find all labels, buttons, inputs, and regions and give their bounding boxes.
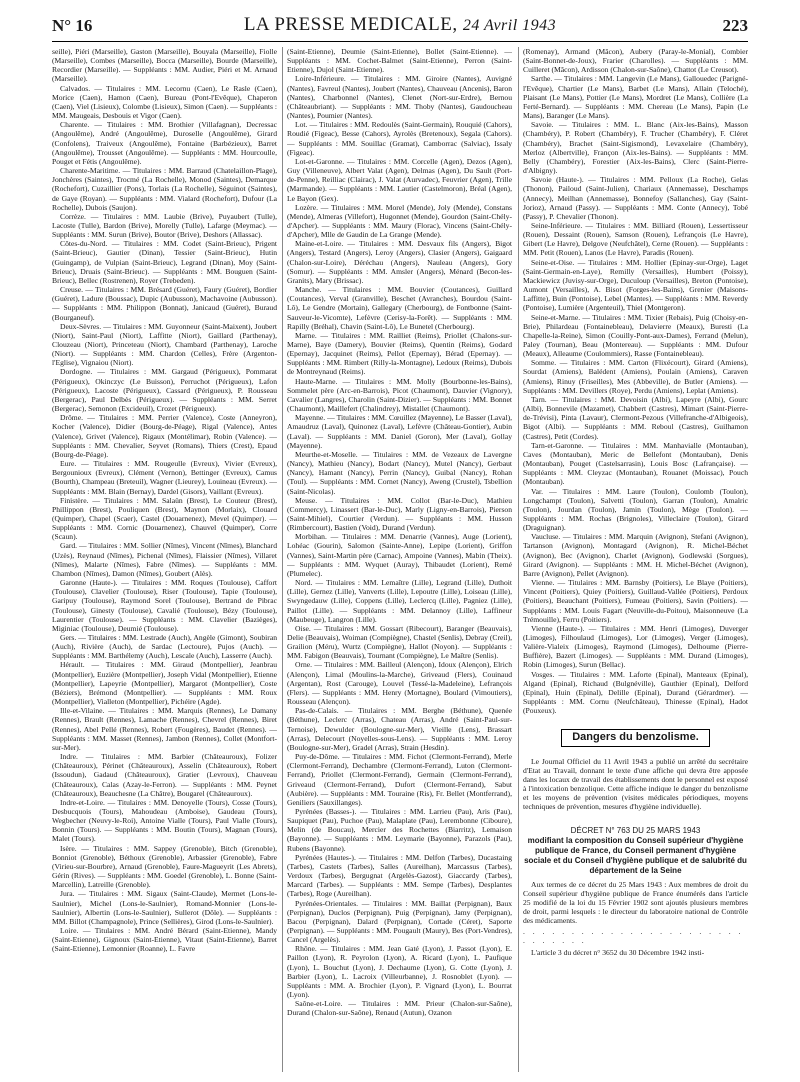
department-entry: (Romenay), Armand (Mâcon), Aubery (Paray-le-Monial), Combier (Saint-Bonnet-de-Joux), Frarier (Charolles). — Suppléants : MM. Cuilleret (Mâcon), Ardisson (Chalon-sur-Saône), Chattot (Le Creusot). [523,47,748,75]
department-entry: Manche. — Titulaires : MM. Bouvier (Coutances), Guillard (Coutances), Verval (Granville), Beschet (Avranches), Bourdou (Saint-Lô), Le Gendre (Mortain), Gallegary (Cherbourg), de Fontbonne (Saint-Sauveur-le-Vicomte), Lefèvre (Cerisy-la-Forêt). — Suppléants : MM. Rapilly (Bréhal), Chavin (Saint-Lô), Le Bunetel (Cherbourg). [287,285,512,331]
department-entry: Tarn-et-Garonne. — Titulaires : MM. Manhavialle (Montauban), Caves (Montauban), Meric de Bellefont (Montauban), Denis (Montauban), Pouget (Castelsarrasin), Louis Bosc (Lafrançaise). — Suppléants : MM. Cleyzac (Montauban), Rouanet (Moissac), Pouch (Montauban). [523,440,748,487]
department-entry: Lot. — Titulaires : MM. Redoulès (Saint-Germain), Rouquié (Cahors), Roudié (Figeac), Besse (Cahors), Ayrolès (Bretenoux), Segala (Cahors). — Suppléants : MM. Souillac (Gramat), Camborrac (Salviac), Issaly (Figeac). [287,120,512,157]
decree-ellipsis: . . . . . . . . . . . . . . . . . . . . . . . . . . . . . . [523,927,744,946]
department-entry: Pyrénées (Basses-). — Titulaires : MM. Larrieu (Pau), Aris (Pau), Saupiquet (Pau), Puchoe (Pau), Malaplate (Pau), Lerembonne (Ciboure), Melin (de Boucau), Mercier des Rochettes (Biarritz), Lemaison (Bayonne). — Suppléants : MM. Leymarie (Bayonne), Parazols (Pau), Rubens (Bayonne). [287,806,512,853]
department-entry: Hérault. — Titulaires : MM. Giraud (Montpellier), Jeanbrau (Montpellier), Euzière (Montpellier), Joseph Vidal (Montpellier), Etienne (Montpellier), Lapeyrie (Montpellier), Margarot (Montpellier), Coste (Béziers), Brémond (Montpellier). — Suppléants : MM. Roux (Montpellier), Vialleton (Montpellier), Pichéire (Agde). [52,660,277,707]
department-entry: Vosges. — Titulaires : MM. Laforte (Epinal), Manteaux (Epinal), Algand (Epinal), Richaud (Bulgnéville), Gauthier (Epinal), Delford (Epinal), Huin (Epinal), Delille (Epinal), Durand (Gérardmer). — Suppléants : MM. Cornu (Neufchâteau), Thinesse (Epinal), Hadot (Pouxeux). [523,669,748,716]
department-entry: Pyrénées-Orientales. — Titulaires : MM. Baillat (Perpignan), Baux (Perpignan), Duclos (Perpignan), Puig (Perpignan), Jamy (Perpignan), Bacou (Perpignan), Dalard (Perpignan), Cortade (Céret), Saporte (Perpignan). — Suppléants : MM. Pougault (Maury), Bes (Port-Vendres), Cancel (Argelès). [287,898,512,945]
department-entry: Loire-Inférieure. — Titulaires : MM. Giroire (Nantes), Auvigné (Nantes), Favreul (Nantes), Joubert (Nantes), Chauveau (Ancenis), Baron (Nantes), Charbonnel (Nantes), Clenet (Nort-sur-Erdre), Bernou (Châteaubriant). — Suppléants : MM. Thoby (Nantes), Gaudoucheau (Nantes), Poumier (Nantes). [287,74,512,121]
department-entry: Tarn. — Titulaires : MM. Devoisin (Albi), Lapeyre (Albi), Gourc (Albi), Bonnevile (Mazamet), Chabbert (Castres), Mimart (Saint-Pierre-de-Trévisi), Pinta (Lavaur), Clermont-Pezous (Villefranche-d'Albigeois), Bigot (Albi). — Suppléants : MM. Reboul (Castres), Guilhamon (Castres), Petit (Cordes). [523,394,748,441]
department-entry: Seine-et-Marne. — Titulaires : MM. Tixier (Rebais), Puig (Choisy-en-Brie), Philardeau (Fontainebleau), Delavierre (Meaux), Buresti (La Chapelle-la-Reine), Simon (Couilly-Pont-aux-Dames), Ferrand (Melun), Paley (Tournan), Beau (Montereau). — Suppléants : MM. Dufour (Meaux), Alleaume (Coulommiers), Rasse (Fontainebleau). [523,312,748,359]
department-entry: Marne. — Titulaires : MM. Railliet (Reims), Priollet (Chalons-sur-Marne), Baye (Damery), Bouvier (Reims), Quentin (Reims), Godard (Epernay), Jacquinet (Reims), Pellot (Epernay), Bérad (Epernay). — Suppléants : MM. Rimbert (Rilly-la-Montagne), Ledoux (Reims), Dubois de Montreynaud (Reims). [287,330,512,377]
department-entry: Vienne. — Titulaires : MM. Barnsby (Poitiers), Le Blaye (Poitiers), Vincent (Poitiers), Quiey (Poitiers), Guillaud-Vallée (Poitiers), Perdoux (Poitiers), Beauchant (Poitiers), Fumeau (Poitiers), Savin (Poitiers). — Suppléants : MM. Louis Fagart (Neuville-du-Poitou), Maisonneuve (La Trémouille), Ferru (Poitiers). [523,578,748,624]
department-entry: Savoie (Haute-). — Titulaires : MM. Pelloux (La Roche), Gelas (Thonon), Pailoud (Saint-Julien), Chariaux (Annemasse), Deschamps (Annecy), Meilhan (Annemasse), Bonnefoy (Sallanches), Gay (Saint-Jorioz), Arnaud (Passy). — Suppléants : MM. Conte (Annecy), Tobé (Passy), P. Chevalier (Thonon). [523,175,748,221]
department-entry: Ille-et-Vilaine. — Titulaires : MM. Marquis (Rennes), Le Damany (Rennes), Brault (Rennes), Lamache (Rennes), Chevrel (Rennes), Biret (Rennes), Abel Pellé (Rennes), Robert (Fougères), Baudet (Rennes). — Suppléants : MM. Masset (Rennes), Jambon (Rennes), Collet (Montfort-sur-Mer). [52,706,277,752]
decree-heading-block [523,826,748,876]
department-entry: seille), Piéri (Marseille), Gaston (Marseille), Bouyala (Marseille), Fiolle (Marseille), Combes (Marseille), Bocca (Marseille), Bourde (Marseille), Recordier (Marseille). — Suppléants : MM. Audier, Piéri et M. Arnaud (Marseille). [52,47,277,84]
department-entry: Nord. — Titulaires : MM. Lemaître (Lille), Legrand (Lille), Duthoit (Lille), Gernez (Lille), Vanverts (Lille), Lepoutre (Lille), Loiseau (Lille), Swyngedauw (Lille), Coppens (Lille), Leclercq (Lille), Pagniez (Lille), Paillot (Lille). — Suppléants : MM. Delannoy (Lille), Laffineur (Maubeuge), Langron (Lille). [287,578,512,624]
department-entry: Meurthe-et-Moselle. — Titulaires : MM. de Vezeaux de Lavergne (Nancy), Mathieu (Nancy), Bodart (Nancy), Mutel (Nancy), Gerbaut (Nancy), Hamant (Nancy), Perrin (Nancy), Guibal (Nancy), Rohan (Toul). — Suppléants : MM. Cornet (Nancy), Aweng (Crustel), Tsbellion (Saint-Nicolas). [287,449,512,496]
department-entry: Garonne (Haute-). — Titulaires : MM. Roques (Toulouse), Caffort (Toulouse), Clavelier (Toulouse), Riser (Toulouse), Tapie (Toulouse), Garipuy (Toulouse), Raymond Sorel (Toulouse), Bertrand de Pibrac (Toulouse), Ginesty (Toulouse), Cavalié (Toulouse), Bézy (Toulouse), Laurentier (Toulouse). — Suppléants : MM. Clavelier (Bazièges), Miginiac (Toulouse), Deumié (Toulouse). [52,578,277,633]
department-entry: Meuse. — Titulaires : MM. Collot (Bar-le-Duc), Mathieu (Commercy), Linassert (Bar-le-Duc), Marly (Ligny-en-Barrois), Pierson (Saint-Mihiel), Courtier (Verdun). — Suppléants : MM. Husson (Rimbercourt), Bastien (Void), Durand (Verdun). [287,495,512,533]
article-body: Le Journal Officiel du 11 Avril 1943 a publié un arrêté du secrétaire d'Etat au Travail, donnant le texte d'une affiche qui devra être apposée dans les locaux de travail des établissements dont le personnel est exposé à l'intoxication benzolique. Cette affiche indique le danger du benzolisme et les moyens de prévention (visites médicales périodiques, moyens techniques de prévention, mesures d'hygiène individuelle). [523,756,748,812]
journal-masthead [52,14,748,36]
department-entry: Orne. — Titulaires : MM. Bailleul (Alençon), Idoux (Alençon), Elrich (Alençon), Limal (Moulins-la-Marche), Griveaud (Flers), Couinaud (Argentan), Rost (Carouge), Louvel (Tessé-la-Madeleine), Lefrançois (Flers). — Suppléants : MM. Henry (Mortagne), Boulard (Vimoutiers), Rousseau (Alençon). [287,660,512,707]
issue-date: 24 Avril 1943 [462,17,557,34]
department-entry: Dordogne. — Titulaires : MM. Gargaud (Périgueux), Pommarat (Périgueux), Okinczyc (Le Buisson), Perruchot (Périgueux), Lafon (Périgueux), Lacoste (Périgueux), Cassard (Périgueux), P. Rousseau (Bergerac), Paul Delbès (Périgueux). — Suppléants : MM. Serret (Bergerac), Semonon (Excideuil), Crozet (Périgueux). [52,367,277,414]
department-entry: Charente-Maritime. — Titulaires : MM. Barraud (Chatelaillon-Plage), Jonchères (Saintes), Trocmé (La Rochelle), Monod (Saintes), Demarque (Rochefort), Cuzaillier (Pons), Torlais (La Rochelle), Séguinot (Saintes), de Gaye (Royan). — Suppléants : MM. Vialard (Rochefort), Dufour (La Rochelle), Dubois (Saujon). [52,166,277,212]
department-entry: Charente. — Titulaires : MM. Brothier (Villafagnan), Decressac (Angoulême), André (Angoulême), Duroselle (Angoulême), Girard (Confolens), Traiveux (Angoulême), Fontaine (Barbézieux), Barret (Angoulême), Trousset (Angoulême). — Suppléants : MM. Hourcoulle, Pouget et Fétis (Angoulême). [52,120,277,166]
department-entry: Eure. — Titulaires : MM. Rougeulle (Evreux), Vivier (Evreux), Bergounioux (Evreux), Clément (Vernon), Bettinger (Evreux), Camus (Bourth), Champeau (Breteuil), Wagner (Lieurey), Louineau (Evreux). — Suppléants : MM. Blain (Bernay), Dardel (Gisors), Vaillant (Evreux). [52,459,277,496]
department-entry: Var. — Titulaires : MM. Laure (Toulon), Coulomb (Toulon), Longchampt (Toulon), Salvetti (Toulon), Garran (Toulon), Amalric (Toulon), Jourdan (Toulon), Jamin (Toulon), Mège (Toulon). — Suppléants : MM. Rochas (Brignoles), Villeclaire (Toulon), Girard (Draguignan). [523,486,748,533]
decree-last-line: L'article 3 du décret n° 3652 du 30 Décembre 1942 insti- [531,947,705,957]
department-entry: (Saint-Etienne), Deumie (Saint-Etienne), Bollet (Saint-Etienne). — Suppléants : MM. Cochet-Balmet (Saint-Etienne), Perron (Saint-Etienne), Dujol (Saint-Etienne). [287,47,512,75]
decree-body: Aux termes de ce décret du 25 Mars 1943 : Aux membres de droit du Conseil supérieur d'hygiène publique de France énumérés dans l'article 25 modifié de la loi du 15 Février 1902 sont ajoutés plusieurs membres de droit, parmi lesquels : le directeur du laboratoire national de Contrôle des médicaments. [523,879,748,926]
journal-title: LA PRESSE MEDICALE, [243,14,458,35]
department-entry: Corrèze. — Titulaires : MM. Laubie (Brive), Puyaubert (Tulle), Lacoste (Tulle), Bardon (Brive), Morelly (Tulle), Lafarge (Meymac). — Suppléants : MM. Surun (Brive), Boutor (Brive), Deshors (Allassac). [52,211,277,240]
department-entry: Indre. — Titulaires : MM. Barbier (Châteauroux), Folizer (Châteauroux), Périnet (Châteauroux), Asselin (Châteauroux), Robert (Issoudun), Gadaud (Châteauroux), Gratier (Levroux), Chauveau (Châteauroux), Calas (Azay-le-Ferron). — Suppléants : MM. Peynet (Châteauroux), Beauchesne (La Châtre), Bougarel (Châteauroux). [52,752,277,798]
department-entry: Gers. — Titulaires : MM. Lestrade (Auch), Angèle (Gimont), Soubiran (Auch), Rivière (Auch), de Sardac (Lectoure), Pujos (Auch). — Suppléants : MM. Barthélemy (Auch), Lescale (Auch), Lasserre (Auch). [52,633,277,661]
text-column-2 [287,47,512,1072]
page-header [52,14,748,40]
department-entry: Indre-et-Loire. — Titulaires : MM. Denoyelle (Tours), Cosse (Tours), Desbucquois (Tours), Mahoudeau (Amboise), Gaudeau (Tours), Wegbecher (Neuvy-le-Roi), Antoine Vialle (Tours), Paul Vialle (Tours), Bonnin (Tours). — Suppléants : MM. Boutin (Tours), Magnan (Tours), Malet (Tours). [52,797,277,844]
department-entry: Jura. — Titulaires : MM. Sigaux (Saint-Claude), Mermet (Lons-le-Saulnier), Michel (Lons-le-Saulnier), Romand-Monnier (Lons-le-Saulnier), Albertin (Lons-le-Saulnier), Sullerot (Dôle). — Suppléants : MM. Billot (Champagnole), Prince (Sellières), Girod (Lons-le-Saulnier). [52,889,277,926]
department-entry: Vienne (Haute-). — Titulaires : MM. Henri (Limoges), Duverger (Limoges), Filhoulaud (Limoges), Lor (Limoges), Verger (Limoges), Valière-Vialeix (Limoges), Raymond (Limoges), Delhoume (Pierre-Buffière), Bazert (Limoges). — Suppléants : MM. Durand (Limoges), Robin (Limoges), Surun (Bellac). [523,623,748,670]
department-entry: Loire. — Titulaires : MM. André Bérard (Saint-Etienne), Mandy (Saint-Etienne), Gignoux (Saint-Etienne), Vitaut (Saint-Etienne), Barret (Saint-Etienne), Lemonnier (Roanne), L. Favre [52,926,277,954]
header-rule [52,41,748,42]
department-entry: Seine-Inférieure. — Titulaires : MM. Billiard (Rouen), Lessertisseur (Rouen), Dessaint (Rouen), Samson (Rouen), Lefrançois (Le Havre), Gibert (Le Havre), Delgove (Neufchâtel), Cerne (Rouen). — Suppléants : MM. Petit (Rouen), Lanos (Le Havre), Paradis (Rouen). [523,220,748,258]
committee-list [523,47,748,715]
department-entry: Mayenne. — Titulaires : MM. Cœuillez (Mayenne), Le Basser (Laval), Amaudruz (Laval), Quinonez (Laval), Lefèvre (Château-Gontier), Aubin (Laval). — Suppléants : MM. Daniel (Goron), Mer (Laval), Gollay (Mayenne). [287,413,512,450]
page-number: 223 [722,16,748,35]
department-entry: Drôme. — Titulaires : MM. Perrier (Valence), Coste (Anneyron), Kocher (Valence), Didier (Bourg-de-Péage), Rigal (Valence), Antes (Valence), Grivet (Valence), Rigaux (Montélimar), Robin (Valence). — Suppléants : MM. Chevalier, Seyvet (Romans), Thiers (Crest), Epaud (Bourg-de-Péage). [52,413,277,459]
decree-heading: DÉCRET N° 763 DU 25 MARS 1943 [570,825,701,835]
department-entry: Finistère. — Titulaires : MM. Salaün (Brest), Le Couteur (Brest), Phillippon (Brest), Pouliquen (Brest), Maynon (Morlaix), Clouard (Quimper), Chapel (Scaer), Castel (Douarnenez), Mevel (Quimper). — Suppléants : MM. Cornic (Douarnenez), Chauvel (Quimper), Corre (Scaun). [52,495,277,542]
department-entry: Isère. — Titulaires : MM. Sappey (Grenoble), Bitch (Grenoble), Bonniot (Grenoble), Béthoux (Grenoble), Arbassier (Grenoble), Fabre (Virieu-sur-Bourbre), Arnaud (Grenoble), Faure-Magueyrit (Les Abrets), Gérin (Rives). — Suppléants : MM. Goedel (Grenoble), L. Bonne (Saint-Marcellin), Latreille (Grenoble). [52,843,277,890]
department-entry: Morbihan. — Titulaires : MM. Denarrie (Vannes), Auge (Lorient), Lohéac (Gourin), Salomon (Sainte-Anne), Lepipe (Lorient), Griffon (Vannes), Saint-Martin père (Carnac), Ampoine (Vannes), Mabin (Theix). — Suppléants : MM. Wyquet (Auray), Thibaudet (Lorient), Remé (Plumelec). [287,532,512,578]
department-entry: Seine-et-Oise. — Titulaires : MM. Hollier (Epinay-sur-Orge), Laget (Saint-Germain-en-Laye), Remilly (Versailles), Humbert (Poissy), Mackiewicz (Juvisy-sur-Orge), Duculoup (Versailles), Breton (Pontoise), Aumont (Versailles), A. Bisot (Forges-les-Bains), Grenier (Maisons-Laffitte), Buin (Pontoise), Lebel (Mantes). — Suppléants : MM. Reverdy (Pontoise), Lumière (Argenteuil), Thiel (Montgeron). [523,257,748,313]
department-entry: Sarthe. — Titulaires : MM. Langevin (Le Mans), Gallouedec (Parigné-l'Evêque), Chartier (Le Mans), Barbet (Le Mans), Allain (Teloché), Plaisant (Le Mans), Pottier (Le Mans), Mordret (Le Mans), Collière (La Ferté-Bernard). — Suppléants : MM. Chereau (Le Mans), Papin (Le Mans), Baranger (Le Mans). [523,74,748,121]
department-entry: Vaucluse. — Titulaires : MM. Marquin (Avignon), Stefani (Avignon), Tartanson (Avignon), Montagard (Avignon), R. Michel-Béchet (Avignon), Bec (Avignon), Charlet (Avignon), Godlewski (Sorgues), Girard (Avignon). — Suppléants : MM. H. Michel-Béchet (Avignon), Barre (Avignon), Pellet (Avignon). [523,532,748,578]
text-column-3 [523,47,748,1072]
department-entry: Saône-et-Loire. — Titulaires : MM. Prieur (Chalon-sur-Saône), Durand (Chalon-sur-Saône), Renaud (Autun), Ozanon [287,999,512,1018]
department-entry: Rhône. — Titulaires : MM. Jean Gaté (Lyon), J. Passot (Lyon), E. Paillon (Lyon), R. Peyrolon (Lyon), A. Ricard (Lyon), L. Paufique (Lyon), L. Bouchut (Lyon), J. Dechaume (Lyon), G. Cotte (Lyon), J. Barbier (Lyon), L. Lacroix (Villeurbanne), J. Rosnoblet (Lyon). — Suppléants : MM. A. Brochier (Lyon), P. Vignard (Lyon), L. Bourrat (Lyon). [287,944,512,1000]
department-entry: Pyrénées (Hautes-). — Titulaires : MM. Delfon (Tarbes), Ducastaing (Tarbes), Castets (Tarbes), Salles (Aureilhan), Marcassus (Tarbes), Verdoux (Tarbes), Bergugnat (Argelès-Gazost), Giaccardy (Tarbes), Marcard (Tarbes). — Suppléants : MM. Sempe (Tarbes), Desplantes (Tarbes), Roge (Aureilhan). [287,852,512,899]
department-entry: Pas-de-Calais. — Titulaires : MM. Berghe (Béthune), Quenée (Béthune), Leclerc (Arras), Chateau (Arras), André (Saint-Paul-sur-Ternoise), Dewulder (Boulogne-sur-Mer), Vieille (Lens), Brassart (Arras), Delecourt (Noyelles-sous-Lens). — Suppléants : MM. Leroy (Boulogne-sur-Mer), Gradel (Arras), Strain (Hesdin). [287,706,512,752]
department-entry: Lot-et-Garonne. — Titulaires : MM. Corcelle (Agen), Dezos (Agen), Guy (Villeneuve), Albert Valat (Agen), Delmas (Agen), Du Sault (Port-de-Penne), Reilliac (Clairac), J. Valat (Aurvadec), Feuvrier (Agen), Trille (Marmande). — Suppléants : MM. Lautier (Castelmoron), Bréal (Agen), Le Bayon (Gex). [287,156,512,203]
article-title: Dangers du benzolisme. [561,729,710,746]
department-entry: Haute-Marne. — Titulaires : MM. Molly (Bourbonne-les-Bains), Sommelet père (Arc-en-Barrois), Picot (Chaumont), Dauvier (Vignory), Cavalier (Langres), Charolin (Saint-Dizier). — Suppléants : MM. Bonnet (Chaumont), Maillefert (Chalindrey), Mistallet (Chaumont). [287,376,512,414]
department-entry: Savoie. — Titulaires : MM. L. Blanc (Aix-les-Bains), Masson (Chambéry), P. Robert (Chambéry), F. Trucher (Chambéry), F. Cléret (Chambéry), Brachet (Saint-Sigismond), Levaxelaire (Chambéry), Merloz (Albertville), Françon (Aix-les-Bains). — Suppléants : MM. Belly (Chambéry), Forestier (Aix-les-Bains), Clerc (Saint-Pierre-d'Albigny). [523,120,748,176]
department-entry: Calvados. — Titulaires : MM. Lecornu (Caen), Le Rasle (Caen), Morice (Caen), Hamon (Caen), Bureau (Pont-l'Evêque), Chaperon (Caen), Viel (Lisieux), Colombe (Lisieux), Simon (Caen). — Suppléants : MM. Maugeais, Desbouis et Vigor (Caen). [52,83,277,121]
article-title-box [523,729,748,746]
department-entry: Gard. — Titulaires : MM. Sollier (Nîmes), Vincent (Nîmes), Blanchard (Uzès), Reynaud (Nîmes), Pichenal (Nîmes), Flaissier (Nîmes), Villaret (Nîmes), Malarte (Nîmes), Fabre (Nîmes). — Suppléants : MM. Chambon (Nîmes), Damon (Nîmes), Goubert (Alès). [52,541,277,578]
department-entry: Deux-Sèvres. — Titulaires : MM. Guyonneur (Saint-Maixent), Joubert (Niort), Saint-Paul (Niort), Laffitte (Niort), Gaillard (Parthenay), Clouzeau (Niort), Princeteau (Niort), Chambard (Parthenay), Laroche (Niort). — Suppléants : MM. Chardon (Celles), Frère (Argenton-l'Eglise), Vignaiou (Niort). [52,321,277,368]
issue-number: N° 16 [52,16,93,35]
department-entry: Oise. — Titulaires : MM. Gossart (Ribecourt), Baranger (Beauvais), Delie (Beauvais), Woiman (Compiègne), Chastel (Senlis), Debray (Creil), Grailion (Méru), Wurtz (Compiègne), Hallot (Noyon). — Suppléants : MM. Fabigon (Beauvais), Tournant (Compiègne), Le Maître (Senlis). [287,623,512,661]
department-entry: Côtes-du-Nord. — Titulaires : MM. Codet (Saint-Brieuc), Prigent (Saint-Brieuc), Gautier (Dinan), Tessier (Saint-Brieuc), Hutin (Guingamp), de Vulpian (Saint-Brieuc), Legrand (Dinan), Moy (Saint-Brieuc), Druais (Saint-Brieuc). — Suppléants : MM. Bouguen (Saint-Brieuc), Bellec (Rostrenen), Royer (Trebeden). [52,239,277,285]
department-entry: Puy-de-Dôme. — Titulaires : MM. Fichot (Clermont-Ferrand), Merle (Clermont-Ferrand), Dechambre (Clermont-Ferrand), Luton (Clermont-Ferrand), Priollet (Clermont-Ferrand), Germain (Clermont-Ferrand), Griveaud (Clermont-Ferrand), Dufort (Clermont-Ferrand), Sabut (Aubière). — Suppléants : MM. Touraine (Ris), Fr. Bellet (Montferrand), Geniliers (Sauxillanges). [287,752,512,807]
department-entry: Maine-et-Loire. — Titulaires : MM. Desvaux fils (Angers), Bigot (Angers), Testard (Angers), Leroy (Angers), Clasier (Angers), Gaigaard (Chalon-sur-Loire), Déréchau (Angers), Nauleau (Angers), Gory (Somur). — Suppléants : MM. Amsler (Angers), Ménard (Becon-les-Granits), Mary (Brissac). [287,239,512,285]
decree-subheading: modifiant la composition du Conseil supérieur d'hygiène publique de France, du Conseil permanent d'hygiène sociale et du Conseil d'hygiène publique et de salubrité du département de la Seine [524,835,747,875]
department-entry: Creuse. — Titulaires : MM. Brésard (Guéret), Faury (Guéret), Bordier (Guéret), Ladure (Boussac), Dupic (Aubusson), Machavoine (Aubusson). — Suppléants : MM. Philippon (Bonnat), Janicaud (Guéret), Buraud (Bourganeuf). [52,285,277,322]
page-body [52,47,748,1072]
department-entry: Somme. — Titulaires : MM. Carton (Flixécourt), Girard (Amiens), Sourdat (Amiens), Balédent (Amiens), Poulain (Amiens), Caraven (Amiens), Rinuy (Friseilles), Mes (Abbeville), de Butler (Amiens). — Suppléants : MM. Devillers (Roye), Perdu (Amiens), Leplat (Amiens). [523,358,748,395]
department-entry: Lozère. — Titulaires : MM. Morel (Mende), Joly (Mende), Constans (Mende), Almeras (Villefort), Hugonnet (Mende), Gourdon (Saint-Chély-d'Apcher). — Suppléants : MM. Maury (Florac), Vincens (Saint-Chély-d'Apcher), Mlle de Gaudin de La Grange (Mende). [287,202,512,240]
text-column-1 [52,47,277,1072]
